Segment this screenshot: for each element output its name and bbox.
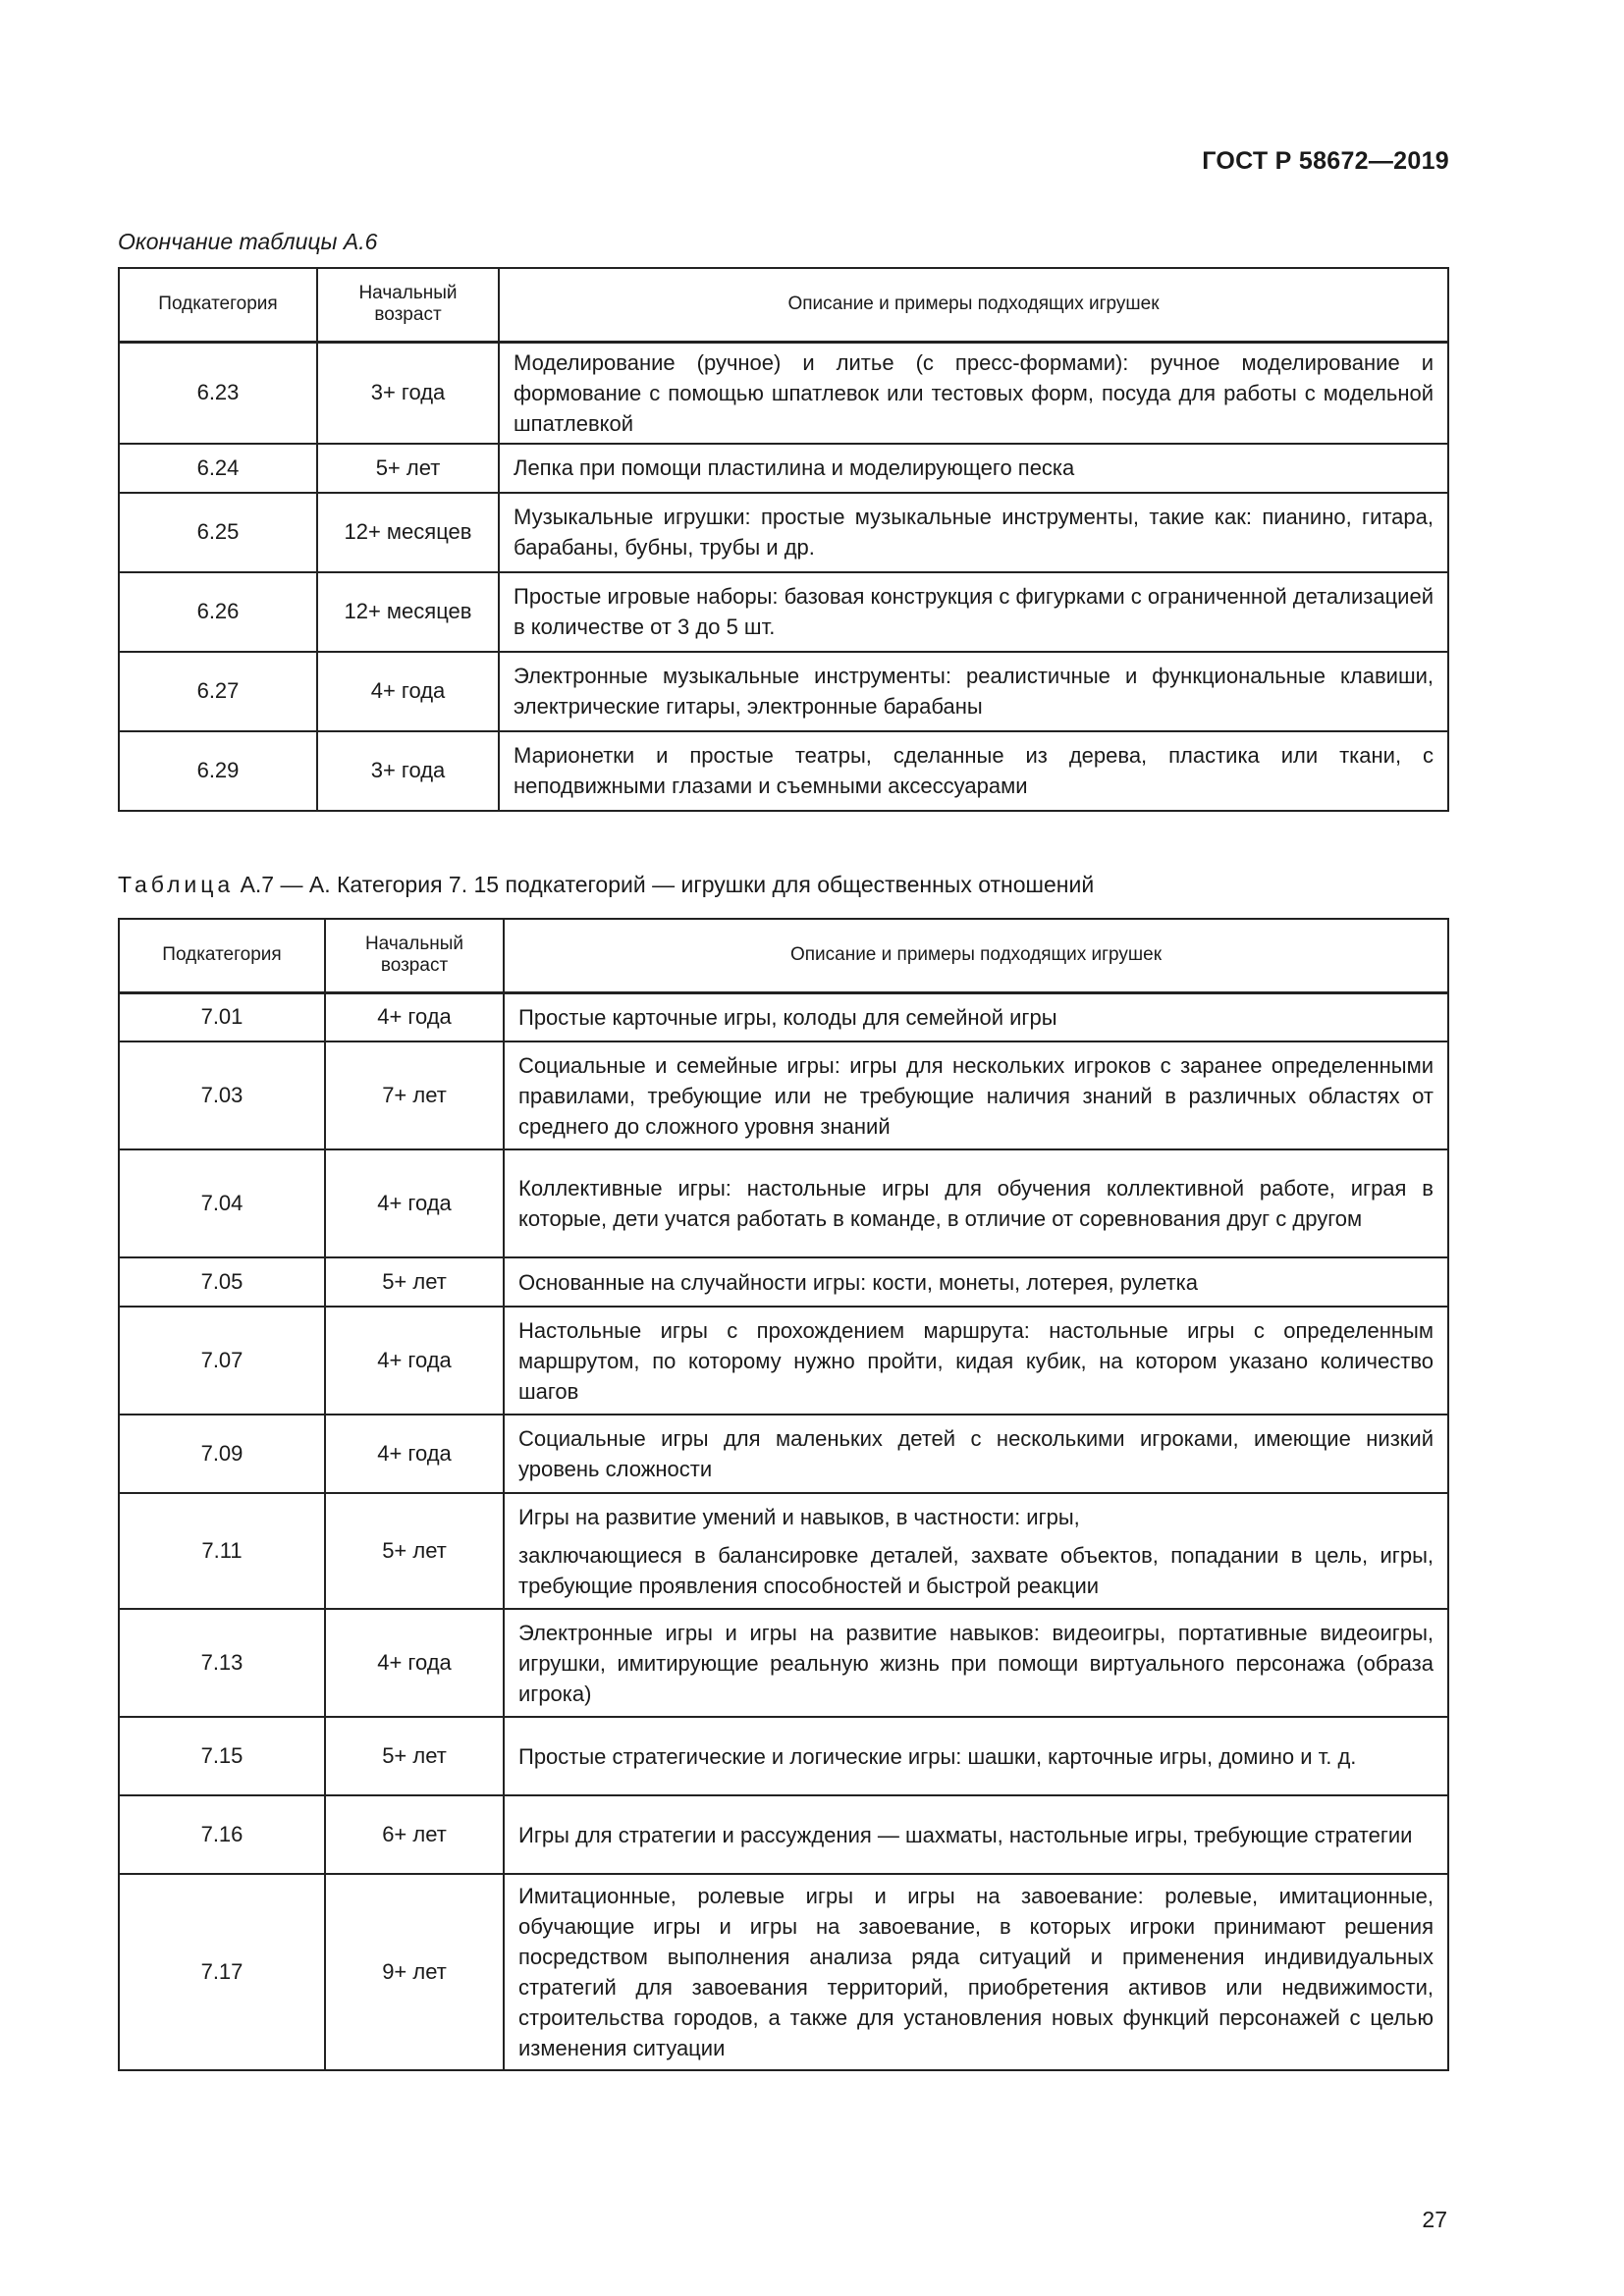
description: Электронные музыкальные инструменты: реалистичные и функциональные клавиши, электрические гитары, электронные барабаны <box>499 652 1448 731</box>
subcategory-code: 7.09 <box>119 1415 325 1493</box>
description: Лепка при помощи пластилина и моделирующего песка <box>499 444 1448 493</box>
start-age: 9+ лет <box>325 1874 504 2070</box>
description-line: Игры на развитие умений и навыков, в частности: игры, <box>518 1504 1080 1529</box>
table-row <box>119 1257 1448 1307</box>
start-age: 5+ лет <box>317 444 499 493</box>
start-age: 6+ лет <box>325 1795 504 1874</box>
description: Простые игровые наборы: базовая конструкция с фигурками с ограниченной детализацией в количестве от 3 до 5 шт. <box>499 572 1448 652</box>
subcategory-code: 7.15 <box>119 1717 325 1795</box>
column-header-subcategory: Подкатегория <box>119 268 317 342</box>
table-row <box>119 1149 1448 1257</box>
start-age: 4+ года <box>325 992 504 1041</box>
subcategory-code: 6.24 <box>119 444 317 493</box>
subcategory-code: 7.01 <box>119 992 325 1041</box>
description: Музыкальные игрушки: простые музыкальные инструменты, такие как: пианино, гитара, барабаны, бубны, трубы и др. <box>499 493 1448 572</box>
description <box>504 1493 1448 1609</box>
start-age: 12+ месяцев <box>317 493 499 572</box>
table-header-row <box>119 919 1448 992</box>
table-a7-caption <box>118 872 1094 898</box>
start-age: 4+ года <box>325 1149 504 1257</box>
page-number: 27 <box>1422 2207 1447 2232</box>
description: Коллективные игры: настольные игры для обучения коллективной работе, играя в которые, дети учатся работать в команде, в отличие от соревнования друг с другом <box>504 1149 1448 1257</box>
subcategory-code: 7.03 <box>119 1041 325 1149</box>
start-age: 5+ лет <box>325 1493 504 1609</box>
subcategory-code: 7.04 <box>119 1149 325 1257</box>
column-header-description: Описание и примеры подходящих игрушек <box>499 268 1448 342</box>
subcategory-code: 6.29 <box>119 731 317 811</box>
start-age: 4+ года <box>325 1307 504 1415</box>
table-row <box>119 493 1448 572</box>
start-age: 5+ лет <box>325 1717 504 1795</box>
start-age: 4+ года <box>325 1609 504 1717</box>
start-age: 12+ месяцев <box>317 572 499 652</box>
document-id: ГОСТ Р 58672—2019 <box>1202 147 1449 175</box>
table-label: Таблица <box>118 872 235 897</box>
table-row <box>119 342 1448 444</box>
start-age: 4+ года <box>325 1415 504 1493</box>
start-age: 5+ лет <box>325 1257 504 1307</box>
description: Имитационные, ролевые игры и игры на завоевание: ролевые, имитационные, обучающие игры и игры на завоевание, в которых игроки принимают решения посредством выполнения анализа ряда ситуаций и применения индивидуальных стратегий для завоевания территорий, приобретения активов или недвижимости, строительства городов, а также для установления новых функций персонажей с целью изменения ситуации <box>504 1874 1448 2070</box>
start-age: 4+ года <box>317 652 499 731</box>
table-row <box>119 1307 1448 1415</box>
subcategory-code: 7.17 <box>119 1874 325 2070</box>
table-row <box>119 1609 1448 1717</box>
description: Социальные игры для маленьких детей с несколькими игроками, имеющие низкий уровень сложности <box>504 1415 1448 1493</box>
description: Марионетки и простые театры, сделанные из дерева, пластика или ткани, с неподвижными глазами и съемными аксессуарами <box>499 731 1448 811</box>
table-row <box>119 572 1448 652</box>
table-a6-caption: Окончание таблицы А.6 <box>118 229 378 254</box>
table-row <box>119 444 1448 493</box>
column-header-start-age: Начальный возраст <box>317 268 499 342</box>
table-a6 <box>118 267 1449 812</box>
subcategory-code: 7.16 <box>119 1795 325 1874</box>
subcategory-code: 6.23 <box>119 342 317 444</box>
description: Простые стратегические и логические игры: шашки, карточные игры, домино и т. д. <box>504 1717 1448 1795</box>
table-row <box>119 1041 1448 1149</box>
description: Основанные на случайности игры: кости, монеты, лотерея, рулетка <box>504 1257 1448 1307</box>
column-header-description: Описание и примеры подходящих игрушек <box>504 919 1448 992</box>
table-row <box>119 1493 1448 1609</box>
table-header-row <box>119 268 1448 342</box>
subcategory-code: 7.11 <box>119 1493 325 1609</box>
start-age: 7+ лет <box>325 1041 504 1149</box>
description-line: заключающиеся в балансировке деталей, захвате объектов, попадании в цель, игры, требующие проявления способностей и быстрой реакции <box>518 1542 1434 1598</box>
table-a7 <box>118 918 1449 2071</box>
subcategory-code: 7.05 <box>119 1257 325 1307</box>
start-age: 3+ года <box>317 731 499 811</box>
table-row <box>119 1717 1448 1795</box>
description: Игры для стратегии и рассуждения — шахматы, настольные игры, требующие стратегии <box>504 1795 1448 1874</box>
description: Простые карточные игры, колоды для семейной игры <box>504 992 1448 1041</box>
table-title: А.7 — А. Категория 7. 15 подкатегорий — игрушки для общественных отношений <box>240 872 1095 897</box>
table-row <box>119 1874 1448 2070</box>
table-row <box>119 1415 1448 1493</box>
table-row <box>119 1795 1448 1874</box>
subcategory-code: 7.13 <box>119 1609 325 1717</box>
column-header-subcategory: Подкатегория <box>119 919 325 992</box>
column-header-start-age: Начальный возраст <box>325 919 504 992</box>
description: Моделирование (ручное) и литье (с пресс-формами): ручное моделирование и формование с помощью шпатлевок или тестовых форм, посуда для работы с модельной шпатлевкой <box>499 342 1448 444</box>
description: Социальные и семейные игры: игры для нескольких игроков с заранее определенными правилами, требующие или не требующие наличия знаний в различных областях от среднего до сложного уровня знаний <box>504 1041 1448 1149</box>
subcategory-code: 6.26 <box>119 572 317 652</box>
table-row <box>119 652 1448 731</box>
start-age: 3+ года <box>317 342 499 444</box>
subcategory-code: 6.25 <box>119 493 317 572</box>
description: Электронные игры и игры на развитие навыков: видеоигры, портативные видеоигры, игрушки, имитирующие реальную жизнь при помощи виртуального персонажа (образа игрока) <box>504 1609 1448 1717</box>
subcategory-code: 6.27 <box>119 652 317 731</box>
table-row <box>119 992 1448 1041</box>
description: Настольные игры с прохождением маршрута: настольные игры с определенным маршрутом, по которому нужно пройти, кидая кубик, на котором указано количество шагов <box>504 1307 1448 1415</box>
table-row <box>119 731 1448 811</box>
subcategory-code: 7.07 <box>119 1307 325 1415</box>
